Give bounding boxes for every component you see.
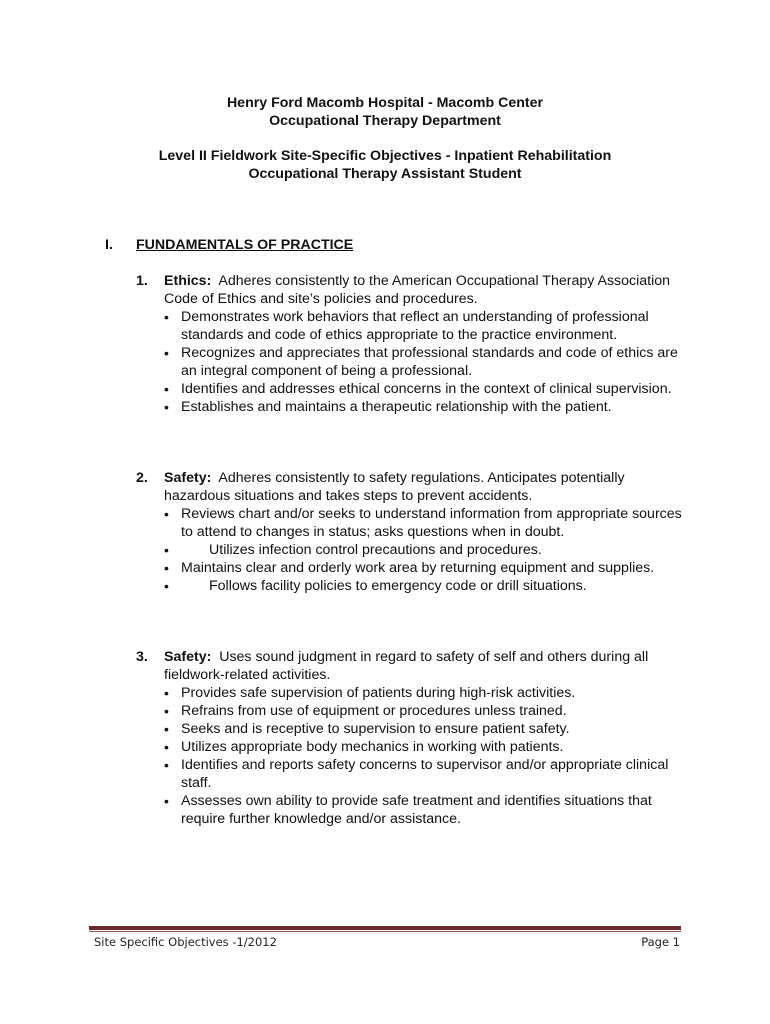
bullet-item: • Seeks and is receptive to supervision to ensure patient safety. [164,720,684,738]
hospital-name: Henry Ford Macomb Hospital - Macomb Center [226,95,544,111]
bullet-item: • Reviews chart and/or seeks to understand information from appropriate sources to attend to changes in status; asks questions when in doubt. [164,505,684,541]
bullet-item: • Assesses own ability to provide safe treatment and identifies situations that require further knowledge and/or assistance. [164,792,684,828]
footer-divider-thin [89,931,681,932]
objective-label: Safety: [164,649,212,665]
bullet-item: • Refrains from use of equipment or procedures unless trained. [164,702,684,720]
footer-document-label: Site Specific Objectives -1/2012 [94,935,277,949]
bullet-item: • Utilizes appropriate body mechanics in working with patients. [164,738,684,756]
bullet-item: • Establishes and maintains a therapeutic relationship with the patient. [164,398,684,416]
bullet-item: • Provides safe supervision of patients during high-risk activities. [164,684,684,702]
objective-label: Ethics: [164,273,212,289]
department-name: Occupational Therapy Department [269,113,501,129]
objective-number: 1. [136,273,148,289]
document-header [0,94,770,183]
objective-number: 3. [136,649,148,665]
footer-page-number: Page 1 [641,935,680,949]
objective-text: Uses sound judgment in regard to safety of self and others during all fieldwork-related activities. [164,649,649,683]
objective-bullets [164,505,684,595]
bullet-item: • Recognizes and appreciates that professional standards and code of ethics are an integral component of being a professional. [164,344,684,380]
section-numeral: I. [105,237,113,253]
bullet-item: • Identifies and addresses ethical concerns in the context of clinical supervision. [164,380,684,398]
bullet-item: • Demonstrates work behaviors that reflect an understanding of professional standards and code of ethics appropriate to the practice environment. [164,308,684,344]
bullet-item: • Identifies and reports safety concerns to supervisor and/or appropriate clinical staff. [164,756,684,792]
objective-text: Adheres consistently to the American Occupational Therapy Association Code of Ethics and site’s policies and procedures. [164,273,671,307]
section-title: FUNDAMENTALS OF PRACTICE [136,237,354,253]
document-subtitle: Occupational Therapy Assistant Student [248,166,522,182]
objective-bullets [164,308,684,416]
bullet-item: • Utilizes infection control precautions and procedures. [164,541,684,559]
objective-number: 2. [136,470,148,486]
footer-divider [89,926,681,930]
bullet-item: • Maintains clear and orderly work area by returning equipment and supplies. [164,559,684,577]
objective-label: Safety: [164,470,212,486]
bullet-item: • Follows facility policies to emergency code or drill situations. [164,577,684,595]
objective-bullets [164,684,684,828]
document-title: Level II Fieldwork Site-Specific Objectives - Inpatient Rehabilitation [158,148,612,164]
objective-text: Adheres consistently to safety regulations. Anticipates potentially hazardous situations and takes steps to prevent accidents. [164,470,625,504]
